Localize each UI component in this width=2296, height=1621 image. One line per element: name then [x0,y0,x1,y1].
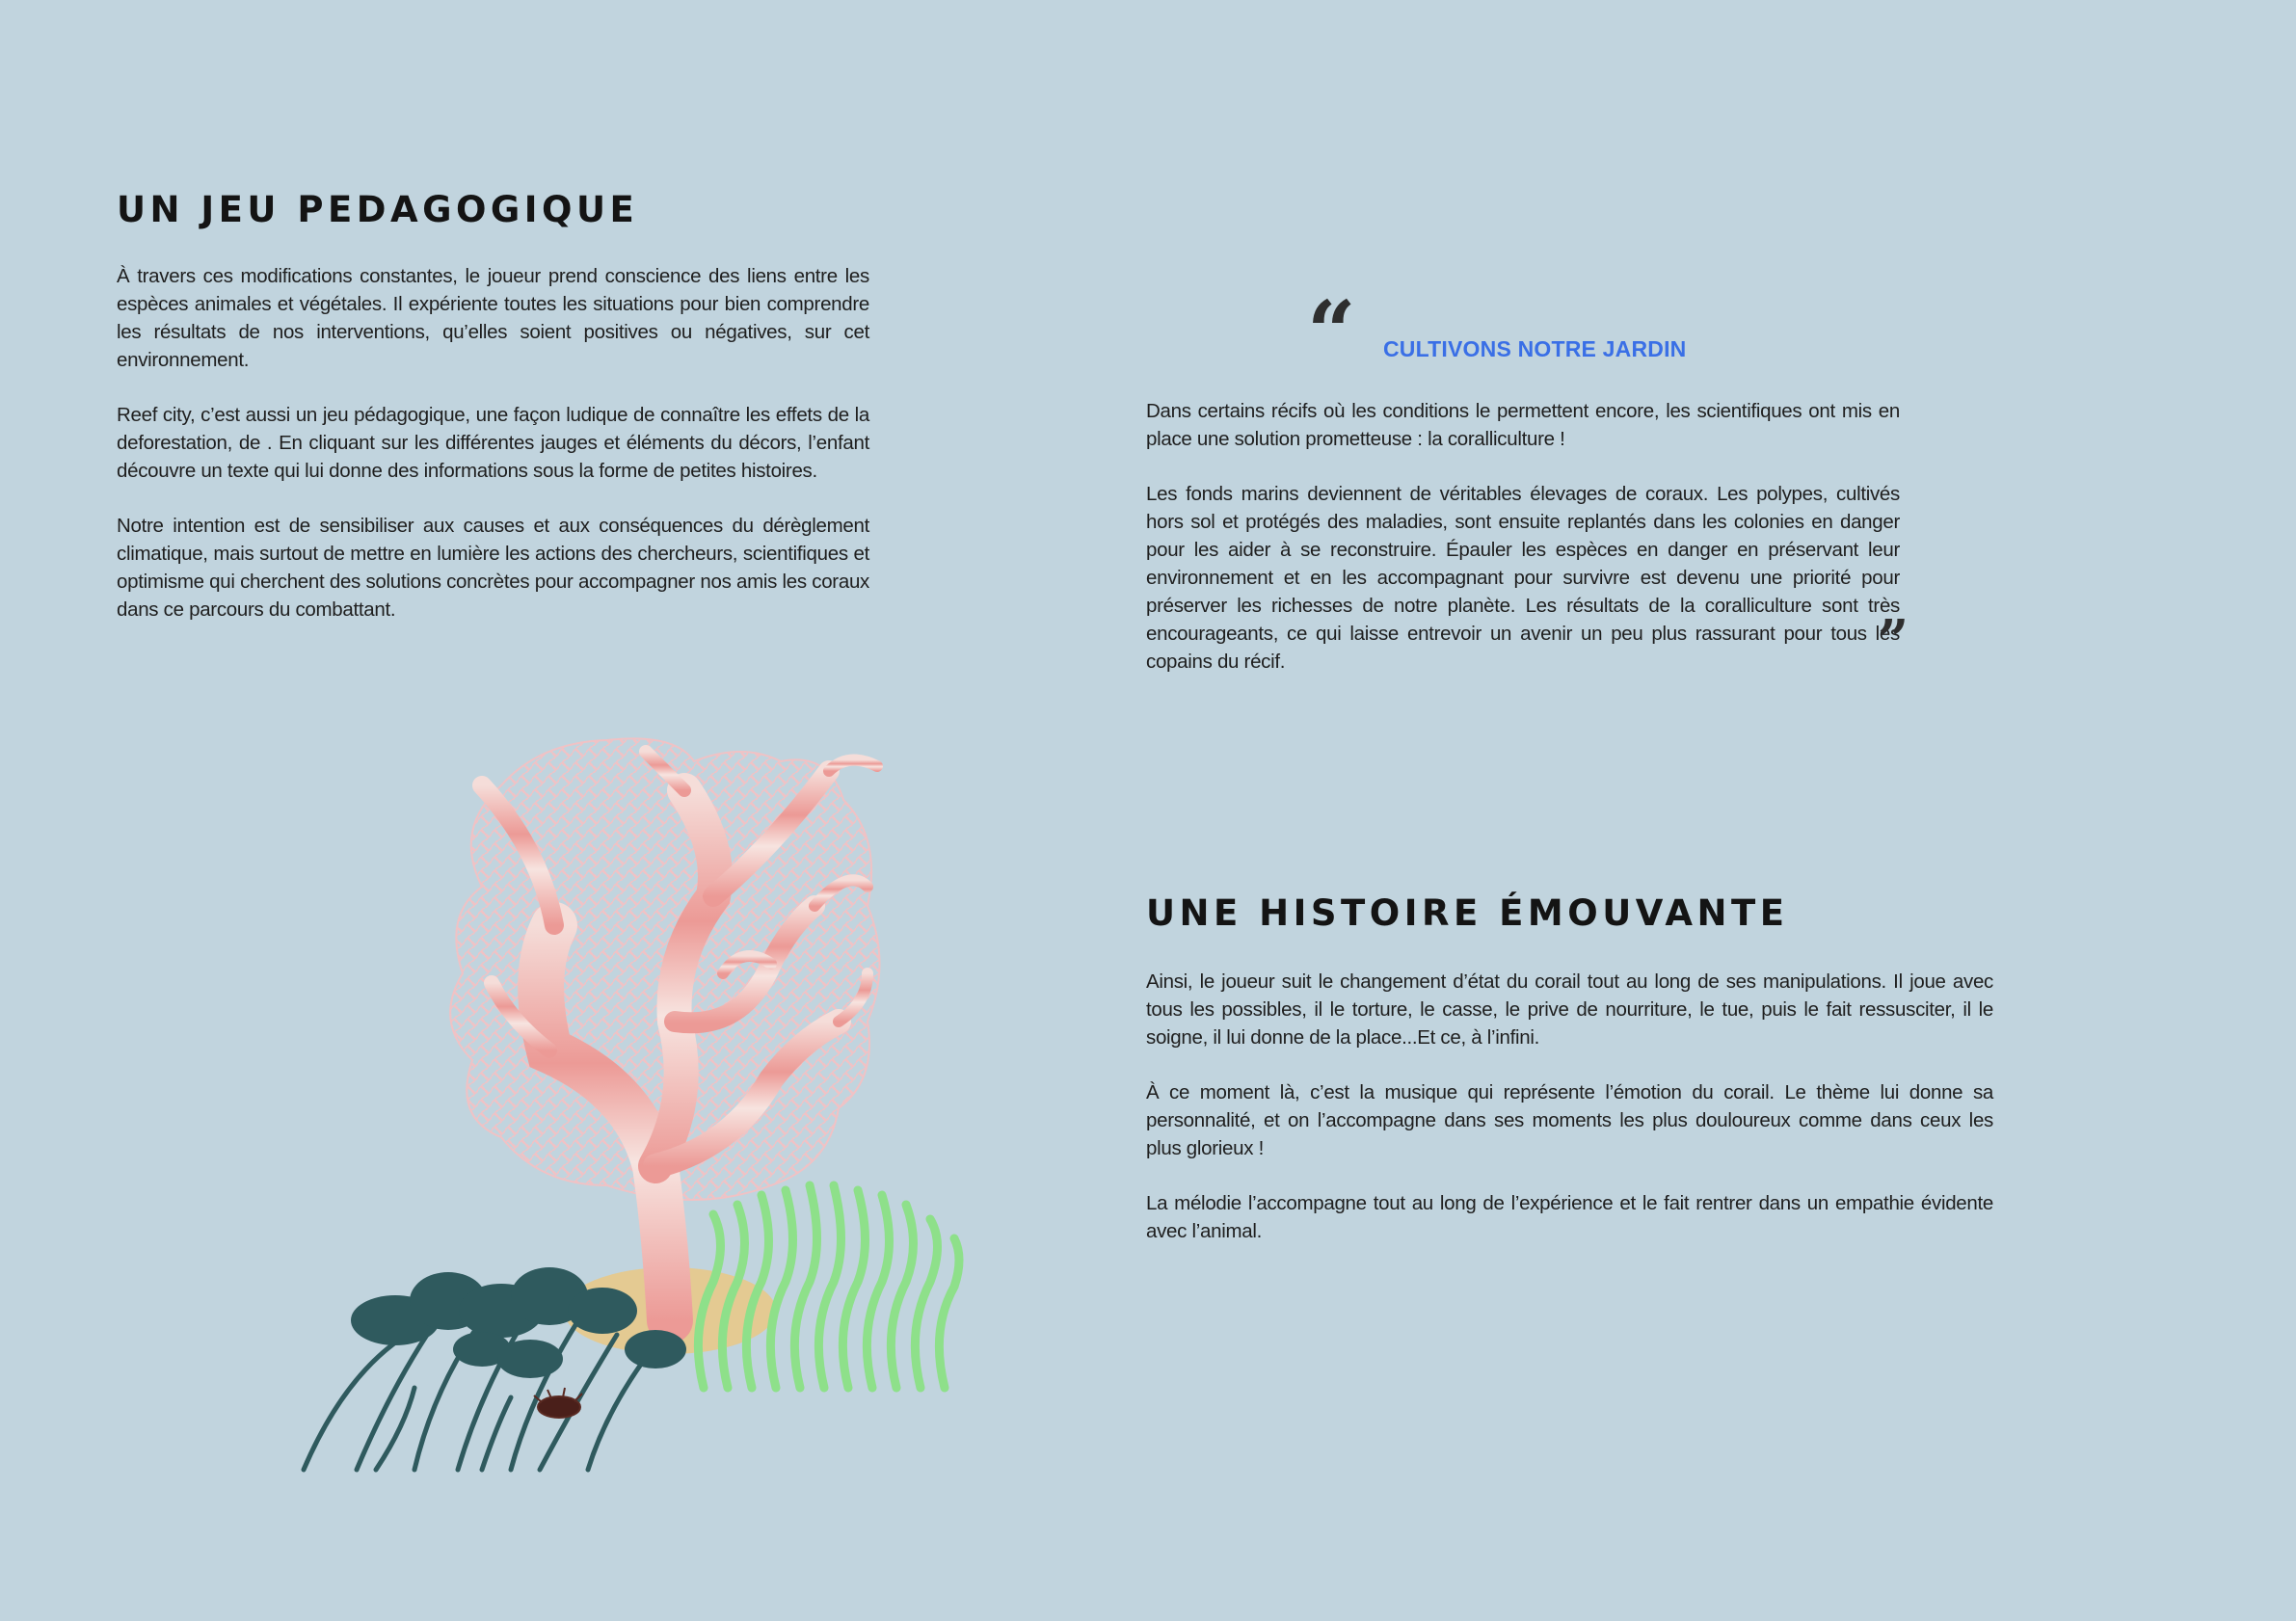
coral-reef-illustration [289,732,1002,1484]
quote-body [1146,397,1900,703]
quote-paragraph: Dans certains récifs où les conditions le permettent encore, les scientifiques ont mis en place une solution prometteuse : la coralliculture ! [1146,400,1900,450]
paragraph: À ce moment là, c’est la musique qui représente l’émotion du corail. Le thème lui donne sa personnalité, et on l’accompagne dans ses moments les plus douloureux comme dans ceux les plus glorieux ! [1146,1081,1993,1159]
quote-title: CULTIVONS NOTRE JARDIN [1383,336,1687,361]
seagrass [698,1185,959,1388]
section-title-histoire-emouvante: UNE HISTOIRE ÉMOUVANTE [1146,892,1789,934]
paragraph: À travers ces modifications constantes, le joueur prend conscience des liens entre les espèces animales et végétales. Il expériente toutes les situations pour bien comprendre les résultats de nos interventions, qu’elles soient positives ou négatives, sur cet environnement. [117,265,869,371]
paragraph: La mélodie l’accompagne tout au long de l’expérience et le fait rentrer dans un empathie évidente avec l’animal. [1146,1192,1993,1242]
close-quote-icon: ” [1878,608,1909,672]
paragraph: Reef city, c’est aussi un jeu pédagogique, une façon ludique de connaître les effets de la deforestation, de . En cliquant sur les différentes jauges et éléments du décors, l’enfant découvre un texte qui lui donne des informations sous la forme de petites histoires. [117,404,869,482]
paragraph: Ainsi, le joueur suit le changement d’état du corail tout au long de ses manipulations. Il joue avec tous les possibles, il le torture, le casse, le prive de nourriture, le tue, puis le fait ressusciter, il le soigne, il lui donne de la place...Et ce, à l’infini. [1146,970,1993,1049]
open-quote-icon: “ [1307,281,1356,382]
section-title-jeu-pedagogique: UN JEU PEDAGOGIQUE [117,189,639,230]
paragraph: Notre intention est de sensibiliser aux causes et aux conséquences du dérèglement climatique, mais surtout de mettre en lumière les actions des chercheurs, scientifiques et optimisme qui cherchent des solutions concrètes pour accompagner nos amis les coraux dans ce parcours du combattant. [117,515,869,621]
quote-paragraph: Les fonds marins deviennent de véritables élevages de coraux. Les polypes, cultivés hors sol et protégés des maladies, sont ensuite replantés dans les colonies en danger pour les aider à se reconstruire. Épauler les espèces en danger en préservant leur environnement et en les accompagnant pour survivre est devenu une priorité pour préserver les richesses de notre planète. Les résultats de la coralliculture sont très encourageants, ce qui laisse entrevoir un avenir un peu plus rassurant pour tous les copains du récif. [1146,483,1900,673]
section-body-histoire-emouvante [1146,968,1993,1272]
section-body-jeu-pedagogique [117,262,869,651]
